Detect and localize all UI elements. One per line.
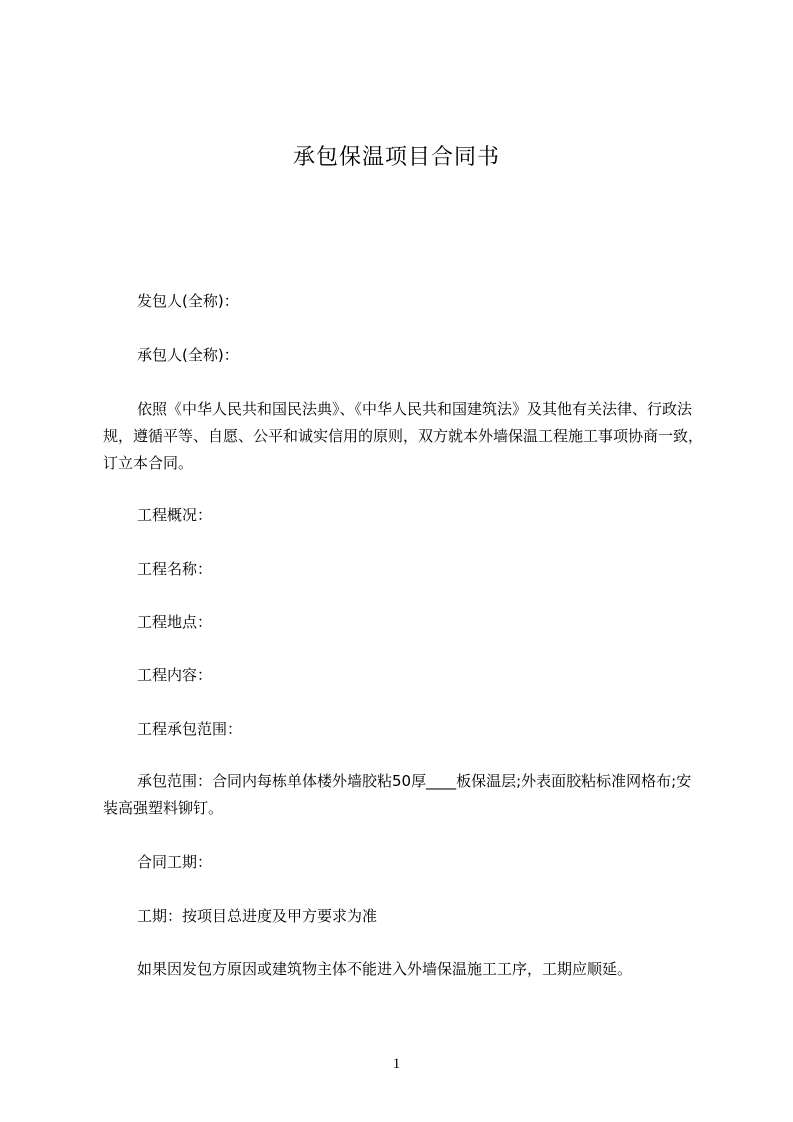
- paragraph-contract-period: 合同工期：: [137, 853, 213, 871]
- document-title: 承包保温项目合同书: [292, 145, 500, 170]
- page-number: 1: [392, 1056, 401, 1072]
- paragraph-project-scope: 工程承包范围：: [137, 720, 243, 738]
- paragraph-project-overview: 工程概况：: [137, 506, 213, 524]
- paragraph-scope-detail: 承包范围：合同内每栋单体楼外墙胶粘50厚____板保温层;外表面胶粘标准网格布;安装高强塑料铆钉。: [103, 772, 692, 817]
- paragraph-project-content: 工程内容：: [137, 666, 213, 684]
- paragraph-contractor-receiver: 承包人(全称)：: [137, 346, 239, 364]
- paragraph-period-detail: 工期：按项目总进度及甲方要求为准: [137, 907, 378, 925]
- paragraph-project-name: 工程名称：: [137, 560, 213, 578]
- paragraph-contractor-issuer: 发包人(全称)：: [137, 292, 239, 310]
- paragraph-legal-basis: 依照《中华人民共和国民法典》、《中华人民共和国建筑法》及其他有关法律、行政法规，遵循平等、自愿、公平和诚实信用的原则，双方就本外墙保温工程施工事项协商一致，订立本合同。: [103, 400, 704, 472]
- paragraph-project-location: 工程地点：: [137, 613, 213, 631]
- paragraph-period-extension: 如果因发包方原因或建筑物主体不能进入外墙保温施工工序，工期应顺延。: [137, 960, 633, 978]
